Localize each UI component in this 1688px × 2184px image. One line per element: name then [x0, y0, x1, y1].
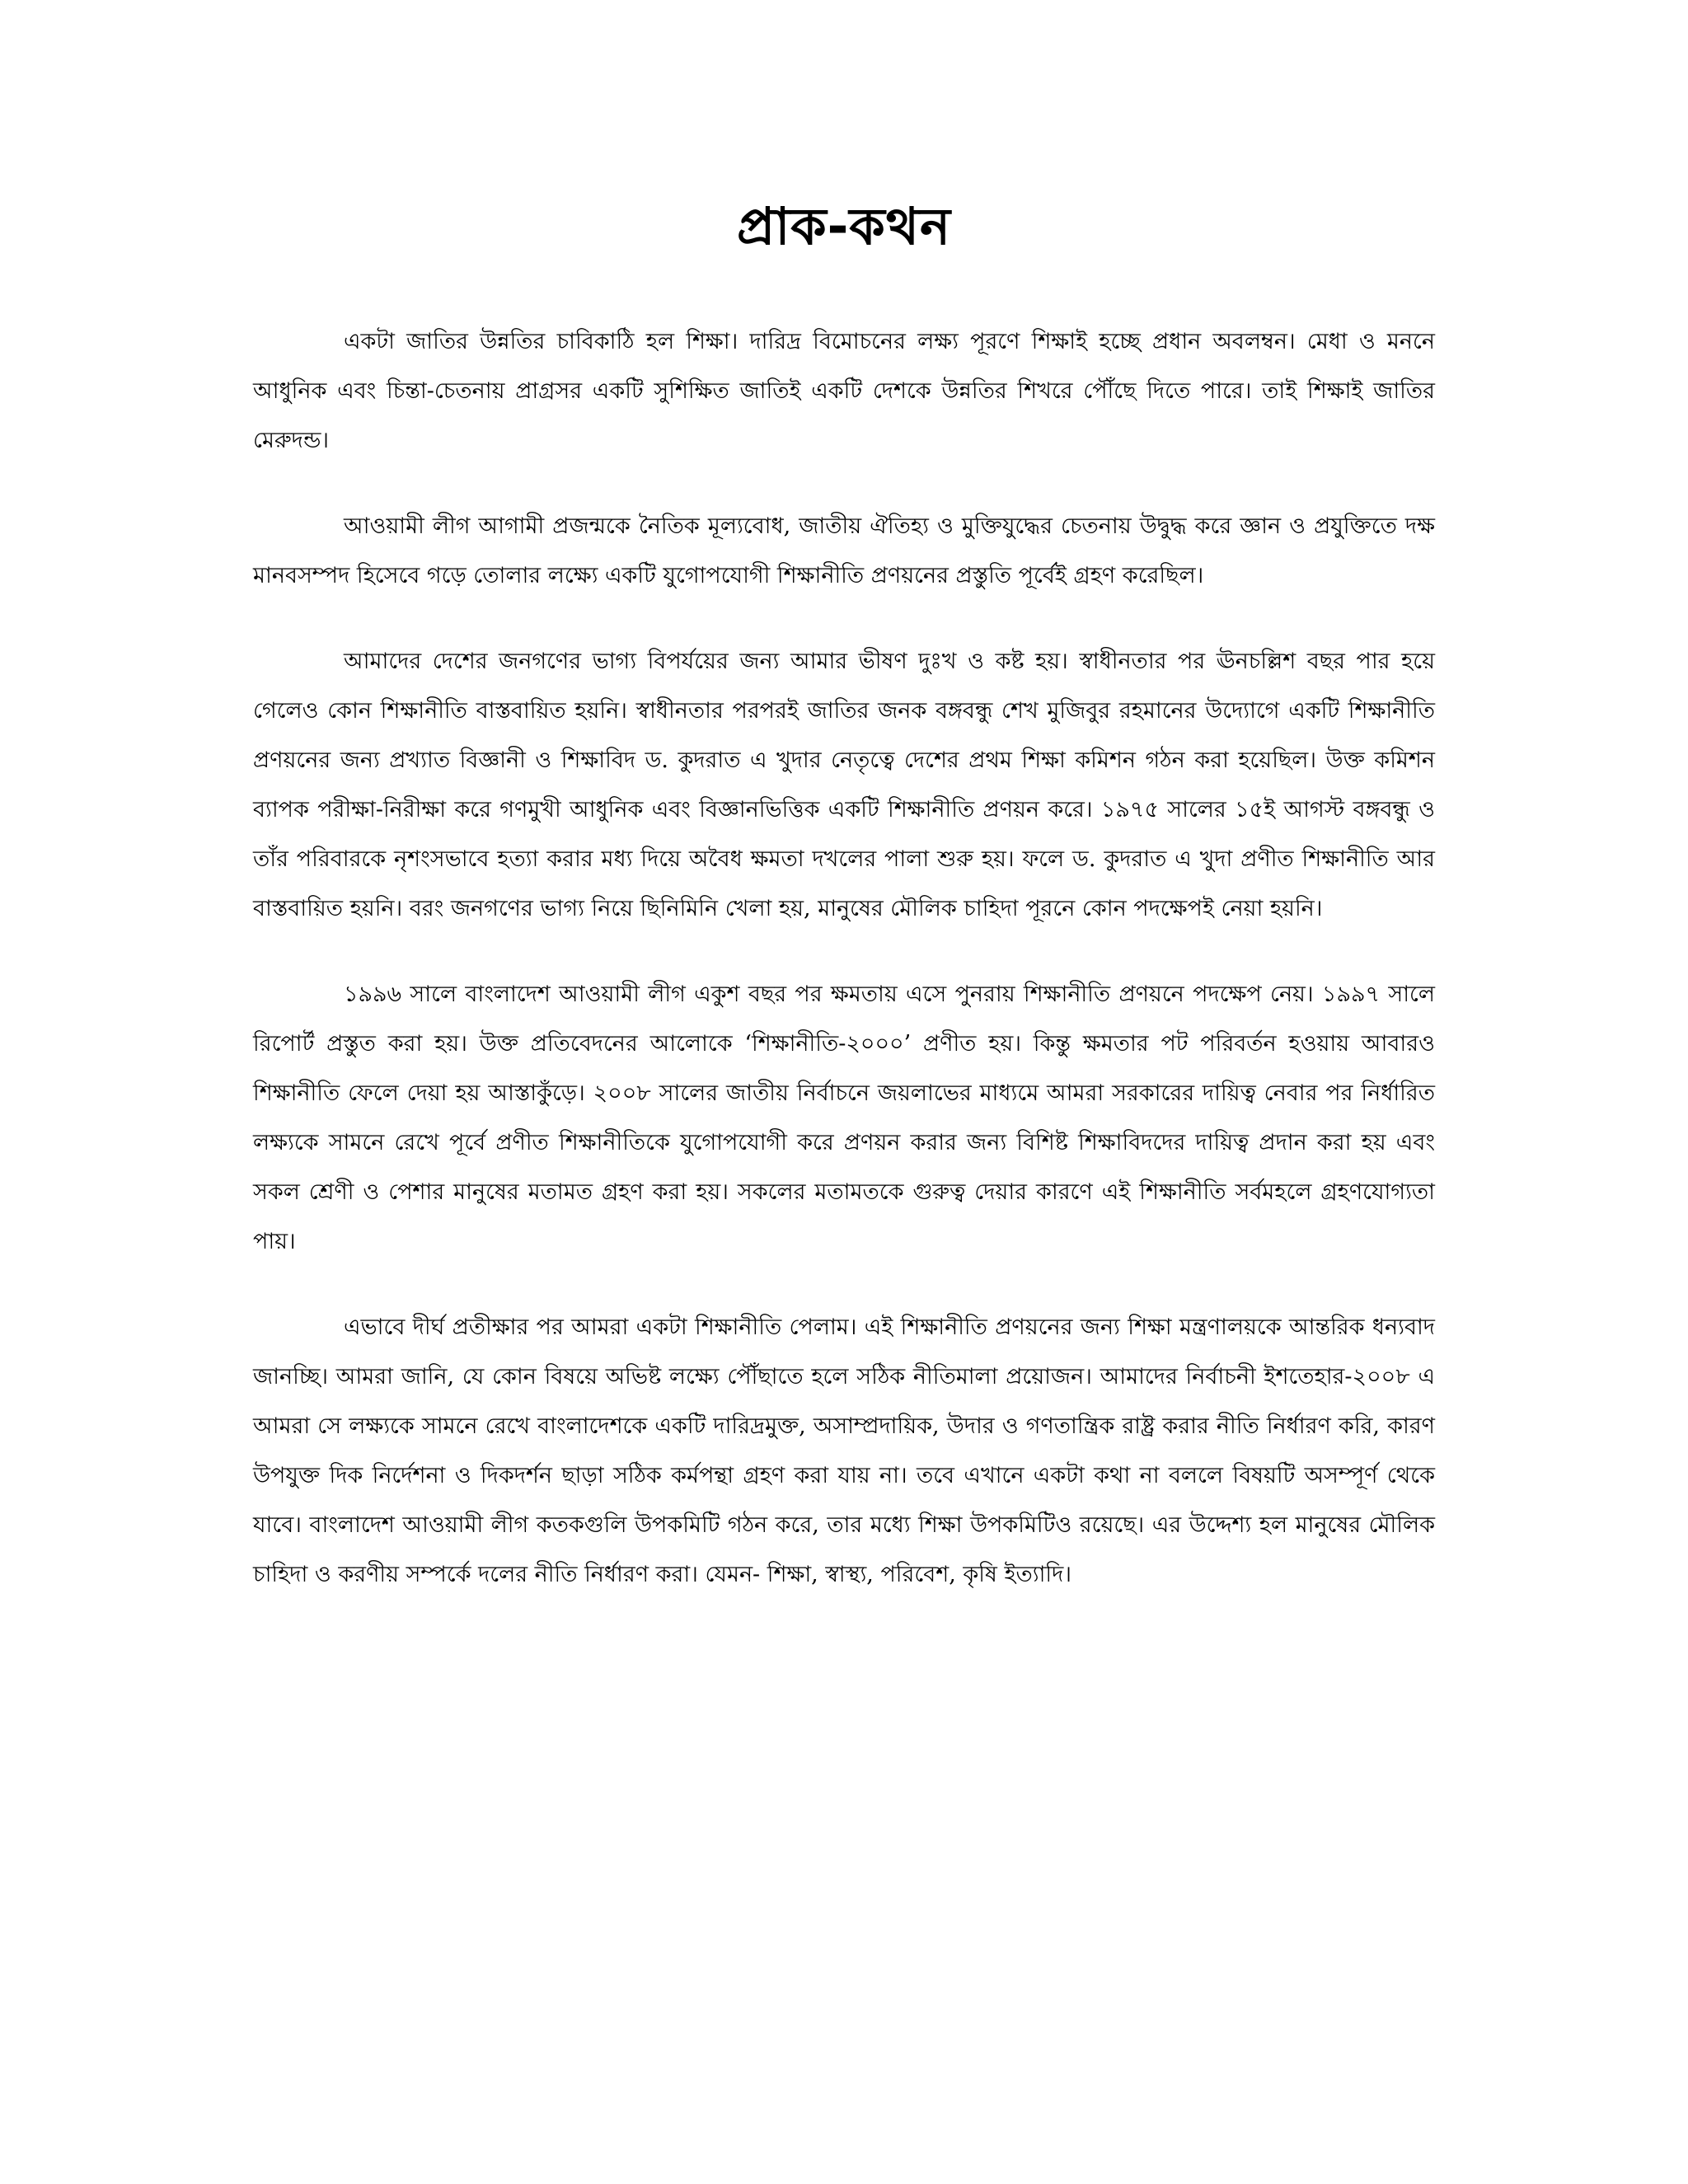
paragraph-1: একটা জাতির উন্নতির চাবিকাঠি হল শিক্ষা। দারিদ্র বিমোচনের লক্ষ্য পূরণে শিক্ষাই হচ্ছে প্রধান অবলম্বন। মেধা ও মননে আধুনিক এবং চিন্তা-চেতনায় প্রাগ্রসর একটি সুশিক্ষিত জাতিই একটি দেশকে উন্নতির শিখরে পৌঁছে দিতে পারে। তাই শিক্ষাই জাতির মেরুদন্ড।	[253, 329, 1435, 453]
paragraph-4: ১৯৯৬ সালে বাংলাদেশ আওয়ামী লীগ একুশ বছর পর ক্ষমতায় এসে পুনরায় শিক্ষানীতি প্রণয়নে পদক্ষেপ নেয়। ১৯৯৭ সালে রিপোর্ট প্রস্তুত করা হয়। উক্ত প্রতিবেদনের আলোকে ‘শিক্ষানীতি-২০০০’ প্রণীত হয়। কিন্তু ক্ষমতার পট পরিবর্তন হওয়ায় আবারও শিক্ষানীতি ফেলে দেয়া হয় আস্তাকুঁড়ে। ২০০৮ সালের জাতীয় নির্বাচনে জয়লাভের মাধ্যমে আমরা সরকারের দায়িত্ব নেবার পর নির্ধারিত লক্ষ্যকে সামনে রেখে পূর্বে প্রণীত শিক্ষানীতিকে যুগোপযোগী করে প্রণয়ন করার জন্য বিশিষ্ট শিক্ষাবিদদের দায়িত্ব প্রদান করা হয় এবং সকল শ্রেণী ও পেশার মানুষের মতামত গ্রহণ করা হয়। সকলের মতামতকে গুরুত্ব দেয়ার কারণে এই শিক্ষানীতি সর্বমহলে গ্রহণযোগ্যতা পায়।	[253, 982, 1435, 1254]
paragraph-5: এভাবে দীর্ঘ প্রতীক্ষার পর আমরা একটা শিক্ষানীতি পেলাম। এই শিক্ষানীতি প্রণয়নের জন্য শিক্ষা মন্ত্রণালয়কে আন্তরিক ধন্যবাদ জানচ্ছি। আমরা জানি, যে কোন বিষয়ে অভিষ্ট লক্ষ্যে পৌঁছাতে হলে সঠিক নীতিমালা প্রয়োজন। আমাদের নির্বাচনী ইশতেহার-২০০৮ এ আমরা সে লক্ষ্যকে সামনে রেখে বাংলাদেশকে একটি দারিদ্রমুক্ত, অসাম্প্রদায়িক, উদার ও গণতান্ত্রিক রাষ্ট্র করার নীতি নির্ধারণ করি, কারণ উপযুক্ত দিক নির্দেশনা ও দিকদর্শন ছাড়া সঠিক কর্মপন্থা গ্রহণ করা যায় না। তবে এখানে একটা কথা না বললে বিষয়টি অসম্পূর্ণ থেকে যাবে। বাংলাদেশ আওয়ামী লীগ কতকগুলি উপকমিটি গঠন করে, তার মধ্যে শিক্ষা উপকমিটিও রয়েছে। এর উদ্দেশ্য হল মানুষের মৌলিক চাহিদা ও করণীয় সম্পর্কে দলের নীতি নির্ধারণ করা। যেমন- শিক্ষা, স্বাস্থ্য, পরিবেশ, কৃষি ইত্যাদি।	[253, 1315, 1435, 1587]
body-text	[253, 317, 1435, 1636]
paragraph-2: আওয়ামী লীগ আগামী প্রজন্মকে নৈতিক মূল্যবোধ, জাতীয় ঐতিহ্য ও মুক্তিযুদ্ধের চেতনায় উদ্বুদ্ধ করে জ্ঞান ও প্রযুক্তিতে দক্ষ মানবসম্পদ হিসেবে গড়ে তোলার লক্ষ্যে একটি যুগোপযোগী শিক্ষানীতি প্রণয়নের প্রস্তুতি পূর্বেই গ্রহণ করেছিল।	[253, 513, 1435, 588]
page-title: প্রাক-কথন	[737, 196, 951, 256]
paragraph-3: আমাদের দেশের জনগণের ভাগ্য বিপর্যয়ের জন্য আমার ভীষণ দুঃখ ও কষ্ট হয়। স্বাধীনতার পর ঊনচল্লিশ বছর পার হয়ে গেলেও কোন শিক্ষানীতি বাস্তবায়িত হয়নি। স্বাধীনতার পরপরই জাতির জনক বঙ্গবন্ধু শেখ মুজিবুর রহমানের উদ্যোগে একটি শিক্ষানীতি প্রণয়নের জন্য প্রখ্যাত বিজ্ঞানী ও শিক্ষাবিদ ড. কুদরাত এ খুদার নেতৃত্বে দেশের প্রথম শিক্ষা কমিশন গঠন করা হয়েছিল। উক্ত কমিশন ব্যাপক পরীক্ষা-নিরীক্ষা করে গণমুখী আধুনিক এবং বিজ্ঞানভিত্তিক একটি শিক্ষানীতি প্রণয়ন করে। ১৯৭৫ সালের ১৫ই আগস্ট বঙ্গবন্ধু ও তাঁর পরিবারকে নৃশংসভাবে হত্যা করার মধ্য দিয়ে অবৈধ ক্ষমতা দখলের পালা শুরু হয়। ফলে ড. কুদরাত এ খুদা প্রণীত শিক্ষানীতি আর বাস্তবায়িত হয়নি। বরং জনগণের ভাগ্য নিয়ে ছিনিমিনি খেলা হয়, মানুষের মৌলিক চাহিদা পূরনে কোন পদক্ষেপই নেয়া হয়নি।	[253, 649, 1435, 921]
